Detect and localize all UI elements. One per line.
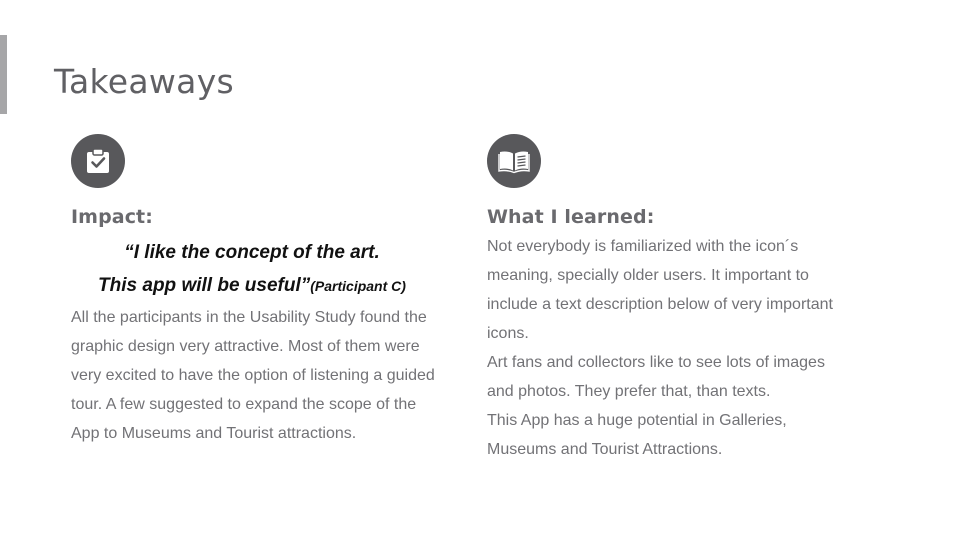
impact-section	[71, 134, 441, 448]
quote-line-2-text: This app will be useful”	[98, 275, 311, 296]
learned-section	[487, 134, 847, 464]
learned-paragraph-1: Not everybody is familiarized with the icon´s meaning, specially older users. It important to include a text description below of very important icons.	[487, 238, 833, 342]
participant-quote	[63, 236, 441, 303]
impact-heading: Impact:	[71, 206, 153, 228]
quote-line-1: “I like the concept of the art.	[124, 242, 380, 263]
learned-body	[487, 232, 847, 464]
accent-bar	[0, 35, 7, 114]
clipboard-check-icon	[71, 134, 125, 188]
learned-paragraph-2: Art fans and collectors like to see lots of images and photos. They prefer that, than texts.	[487, 354, 825, 400]
open-book-icon	[487, 134, 541, 188]
learned-heading: What I learned:	[487, 206, 655, 228]
impact-body: All the participants in the Usability Study found the graphic design very attractive. Most of them were very excited to have the option of listening a guided tour. A few suggested to expand the scope of the App to Museums and Tourist attractions.	[71, 309, 435, 442]
quote-attribution: (Participant C)	[310, 278, 406, 294]
quote-line-2	[63, 269, 441, 303]
learned-paragraph-3: This App has a huge potential in Galleries, Museums and Tourist Attractions.	[487, 412, 787, 458]
page-title: Takeaways	[54, 62, 235, 101]
